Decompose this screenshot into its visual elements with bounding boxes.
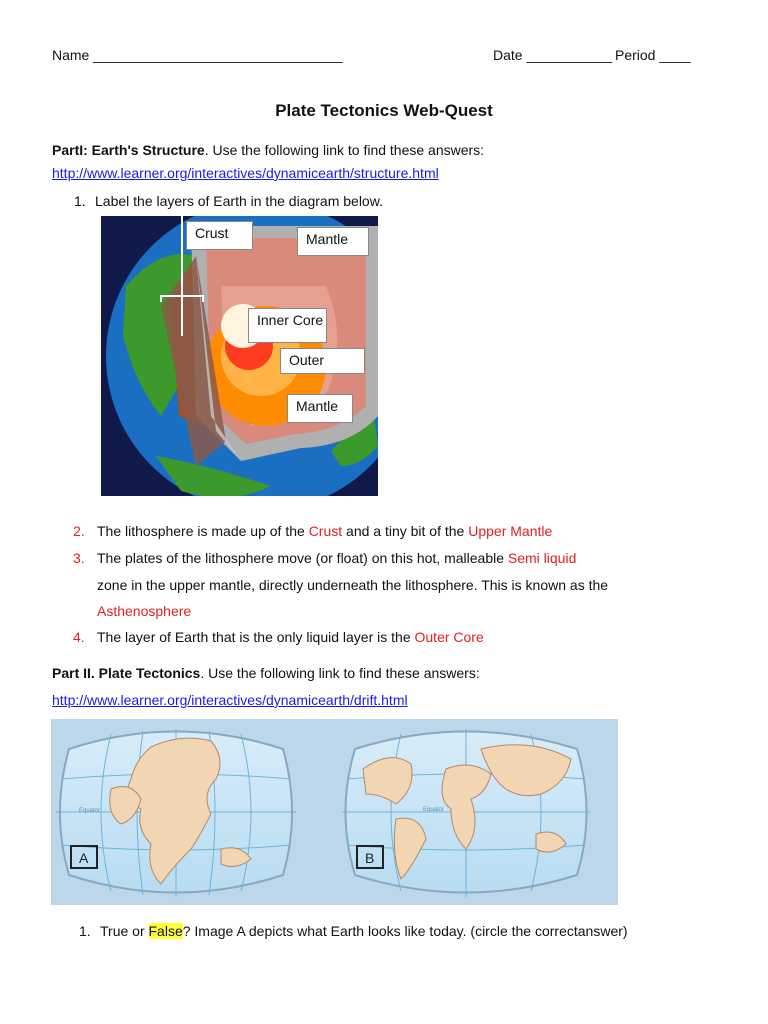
q3-line2: zone in the upper mantle, directly underneath the lithosphere. This is known as the	[97, 577, 609, 593]
date-field-label: Date ___________	[493, 47, 613, 63]
q2-prefix: The lithosphere is made up of the	[97, 523, 309, 539]
part2-q1-prefix: True or	[100, 923, 149, 939]
q3-line1	[97, 549, 576, 567]
label-inner-core: Inner Core	[248, 308, 327, 343]
q3-prefix: The plates of the lithosphere move (or float) on this hot, malleable	[97, 550, 508, 566]
part2-q1-text	[100, 922, 628, 940]
earth-layers-diagram	[101, 216, 378, 496]
part2-q1-false-highlight: False	[148, 923, 183, 939]
map-a-label: A	[79, 850, 89, 866]
part2-instruction: . Use the following link to find these answers:	[200, 665, 480, 681]
q3-answer-semi-liquid: Semi liquid	[507, 550, 577, 566]
q1-text: Label the layers of Earth in the diagram below.	[95, 193, 383, 209]
label-mantle-lower: Mantle	[287, 394, 353, 423]
equator-label-a: Equator	[79, 808, 101, 814]
q4-text	[97, 628, 484, 646]
q3-number: 3.	[73, 550, 85, 566]
q4-prefix: The layer of Earth that is the only liquid layer is the	[97, 629, 415, 645]
q4-answer-outer-core: Outer Core	[414, 629, 484, 645]
page-title: Plate Tectonics Web-Quest	[275, 101, 493, 120]
q4-number: 4.	[73, 629, 85, 645]
label-mantle: Mantle	[297, 227, 369, 256]
drift-maps-image	[51, 719, 618, 905]
q2-answer-crust: Crust	[308, 523, 343, 539]
q2-answer-upper-mantle: Upper Mantle	[468, 523, 553, 539]
part2-q1-number: 1.	[79, 923, 91, 939]
q1-number: 1.	[74, 193, 86, 209]
period-field-label: Period ____	[615, 47, 691, 63]
part1-heading: PartI: Earth's Structure	[52, 142, 205, 158]
name-field-label: Name ________________________________	[52, 47, 343, 63]
part2-q1-suffix: ? Image A depicts what Earth looks like today. (circle the correctanswer)	[182, 923, 628, 939]
q2-middle: and a tiny bit of the	[342, 523, 469, 539]
q3-answer-asthenosphere: Asthenosphere	[97, 603, 192, 619]
part2-heading: Part II. Plate Tectonics	[52, 665, 201, 681]
structure-link[interactable]: http://www.learner.org/interactives/dynamicearth/structure.html	[52, 165, 439, 181]
part2-heading-line	[52, 664, 480, 682]
equator-label-b: Equator	[423, 807, 445, 813]
part1-instruction: . Use the following link to find these answers:	[204, 142, 485, 158]
map-b-label: B	[365, 850, 375, 866]
label-crust: Crust	[186, 221, 253, 250]
q2-text	[97, 522, 552, 540]
q2-number: 2.	[73, 523, 85, 539]
part1-heading-line	[52, 141, 484, 159]
label-outer: Outer	[280, 348, 365, 374]
drift-link[interactable]: http://www.learner.org/interactives/dynamicearth/drift.html	[52, 692, 408, 708]
continental-drift-maps	[51, 719, 618, 905]
